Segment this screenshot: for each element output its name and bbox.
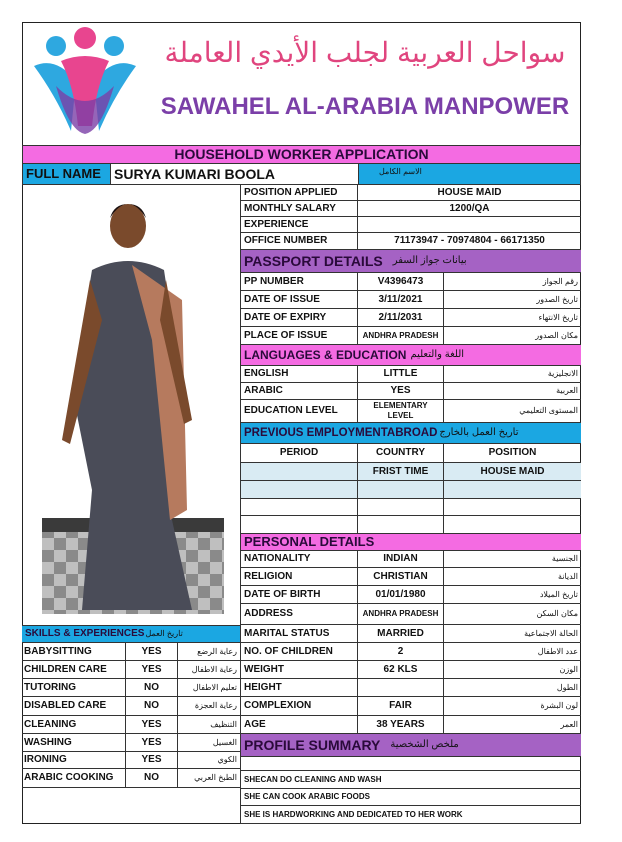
row-label: ENGLISH (241, 366, 358, 382)
skill-row (22, 697, 240, 716)
section-title: SKILLS & EXPERIENCES (25, 628, 145, 639)
skill-row (22, 769, 240, 788)
row-label: POSITION APPLIED (241, 185, 358, 200)
cell (241, 463, 358, 480)
cell (241, 516, 358, 533)
row-label: DISABLED CARE (22, 697, 126, 715)
profile-header (240, 734, 581, 757)
row-value (358, 217, 581, 232)
row-label: MARITAL STATUS (241, 625, 358, 642)
row-arabic: مكان الصدور (535, 330, 578, 340)
row-arabic: الكوي (217, 755, 237, 764)
column-header: POSITION (488, 447, 537, 458)
row-label: RELIGION (241, 568, 358, 585)
personal-row (240, 568, 581, 586)
personal-row (240, 661, 581, 679)
row-value: ANDHRA PRADESH (358, 604, 444, 624)
row-label: ADDRESS (241, 604, 358, 624)
row-value: ANDHRA PRADESH (358, 327, 444, 344)
row-label: ARABIC COOKING (22, 769, 126, 787)
profile-line (240, 789, 581, 806)
skill-row (22, 716, 240, 734)
job-row (240, 185, 581, 201)
language-row (240, 400, 581, 423)
cell (444, 516, 581, 533)
row-value: HOUSE MAID (437, 186, 502, 198)
passport-row (240, 291, 581, 309)
section-title-arabic: تاريخ العمل (145, 629, 183, 638)
row-label: NATIONALITY (241, 551, 358, 567)
passport-row (240, 309, 581, 327)
row-value: 71173947 - 70974804 - 66171350 (394, 235, 545, 246)
personal-row (240, 604, 581, 625)
skill-row (22, 752, 240, 769)
personal-row (240, 586, 581, 604)
section-title-arabic: بيانات جواز السفر (392, 255, 467, 266)
row-value: 2/11/2031 (358, 309, 444, 326)
section-title: PASSPORT DETAILS (244, 253, 383, 269)
row-value: 3/11/2021 (358, 291, 444, 308)
row-label: DATE OF EXPIRY (241, 309, 358, 326)
personal-header (240, 534, 581, 551)
full-name-label: FULL NAME (23, 164, 111, 184)
row-label: PP NUMBER (241, 273, 358, 290)
employment-row (240, 499, 581, 516)
job-row (240, 217, 581, 233)
section-title-arabic: تاريخ العمل بالخارج (439, 427, 519, 438)
row-label: WASHING (22, 734, 126, 751)
profile-line (240, 771, 581, 789)
section-title: PERSONAL DETAILS (244, 534, 375, 549)
profile-line (240, 757, 581, 771)
row-arabic: الوزن (559, 664, 578, 674)
full-name-value: SURYA KUMARI BOOLA (111, 164, 359, 184)
row-label: COMPLEXION (241, 697, 358, 715)
full-name-arabic: الاسم الكامل (359, 164, 580, 184)
job-row (240, 201, 581, 217)
page-title: HOUSEHOLD WORKER APPLICATION (22, 145, 581, 164)
section-title: LANGUAGES & EDUCATION (244, 348, 407, 362)
cell (241, 499, 358, 515)
row-value: YES (358, 383, 444, 399)
row-label: DATE OF BIRTH (241, 586, 358, 603)
row-arabic: مكان السكن (536, 609, 578, 618)
row-label: TUTORING (22, 679, 126, 696)
row-label: ARABIC (241, 383, 358, 399)
row-value: INDIAN (358, 551, 444, 567)
cell (358, 481, 444, 498)
row-label: OFFICE NUMBER (241, 233, 358, 249)
cell (444, 481, 581, 498)
row-label: IRONING (22, 752, 126, 768)
row-value: 2 (358, 643, 444, 660)
passport-header (240, 250, 581, 273)
row-label: WEIGHT (241, 661, 358, 678)
employment-row (240, 516, 581, 534)
profile-text: SHECAN DO CLEANING AND WASH (244, 774, 382, 784)
skill-row (22, 734, 240, 752)
language-row (240, 366, 581, 383)
row-arabic: تعليم الاطفال (192, 682, 237, 692)
row-arabic: الديانة (557, 571, 578, 581)
row-value: ELEMENTARY LEVEL (358, 400, 444, 422)
row-value: YES (126, 734, 178, 751)
cell (241, 481, 358, 498)
row-value: YES (126, 661, 178, 678)
row-arabic: لون البشرة (540, 701, 578, 710)
row-label: HEIGHT (241, 679, 358, 696)
row-label: MONTHLY SALARY (241, 201, 358, 216)
passport-row (240, 327, 581, 345)
worker-photo (42, 190, 224, 614)
row-value: YES (126, 643, 178, 660)
row-arabic: الطبخ العربي (194, 773, 237, 782)
row-value: YES (126, 716, 178, 733)
row-value: NO (126, 679, 178, 696)
row-arabic: تاريخ الميلاد (539, 589, 578, 599)
skill-row (22, 643, 240, 661)
row-label: PLACE OF ISSUE (241, 327, 358, 344)
personal-row (240, 679, 581, 697)
row-value: MARRIED (358, 625, 444, 642)
cell: FRIST TIME (358, 463, 444, 480)
row-arabic: تاريخ الصدور (536, 294, 578, 304)
row-arabic: الحالة الاجتماعية (524, 628, 578, 638)
profile-line (240, 806, 581, 824)
personal-row (240, 716, 581, 734)
row-value: NO (126, 769, 178, 787)
skills-header (22, 625, 240, 643)
row-value: 62 KLS (358, 661, 444, 678)
column-header: PERIOD (241, 444, 358, 462)
personal-row (240, 625, 581, 643)
section-title-arabic: اللغة والتعليم (410, 349, 465, 360)
row-arabic: رقم الجواز (542, 276, 578, 286)
row-arabic: رعاية الرضع (197, 646, 237, 656)
row-value: LITTLE (358, 366, 444, 382)
row-arabic: رعاية العجزة (194, 701, 237, 710)
full-name-row (22, 164, 581, 185)
row-label: EDUCATION LEVEL (241, 400, 358, 422)
row-arabic: المستوى التعليمي (519, 406, 578, 415)
passport-row (240, 273, 581, 291)
skill-row (22, 679, 240, 697)
personal-row (240, 551, 581, 568)
profile-text (241, 757, 581, 770)
cell (358, 499, 444, 515)
row-value: 38 YEARS (358, 716, 444, 733)
employment-header (240, 423, 581, 444)
row-label: NO. OF CHILDREN (241, 643, 358, 660)
cell: HOUSE MAID (480, 465, 545, 477)
section-title: PROFILE SUMMARY (244, 737, 381, 753)
row-label: BABYSITTING (22, 643, 126, 660)
row-arabic: العربية (556, 386, 578, 395)
row-value: YES (126, 752, 178, 768)
row-label: CHILDREN CARE (22, 661, 126, 678)
row-label: AGE (241, 716, 358, 733)
row-value: V4396473 (358, 273, 444, 290)
personal-row (240, 643, 581, 661)
logo-icon (26, 26, 144, 138)
column-header: COUNTRY (358, 444, 444, 462)
row-label: DATE OF ISSUE (241, 291, 358, 308)
row-arabic: العمر (560, 719, 578, 729)
employment-columns (240, 444, 581, 463)
row-value: CHRISTIAN (358, 568, 444, 585)
employment-row (240, 481, 581, 499)
row-arabic: الجنسية (551, 554, 578, 563)
language-row (240, 383, 581, 400)
row-arabic: التنظيف (210, 719, 237, 729)
row-label: EXPERIENCE (241, 217, 358, 232)
skill-row (22, 661, 240, 679)
row-arabic: الانجليزية (547, 369, 578, 378)
profile-text: SHE IS HARDWORKING AND DEDICATED TO HER WORK (244, 809, 463, 819)
row-value: NO (126, 697, 178, 715)
cell (358, 516, 444, 533)
row-value: 01/01/1980 (358, 586, 444, 603)
logo-english: SAWAHEL AL-ARABIA MANPOWER (160, 93, 570, 120)
profile-text: SHE CAN COOK ARABIC FOODS (244, 792, 370, 801)
job-row (240, 233, 581, 250)
row-value: 1200/QA (449, 202, 490, 214)
employment-row (240, 463, 581, 481)
cell (444, 499, 581, 515)
row-arabic: تاريخ الانتهاء (538, 312, 578, 322)
row-label: CLEANING (22, 716, 126, 733)
section-title: PREVIOUS EMPLOYMENTABROAD (244, 427, 438, 439)
row-arabic: الغسيل (212, 737, 237, 747)
row-value: FAIR (358, 697, 444, 715)
row-value (358, 679, 444, 696)
personal-row (240, 697, 581, 716)
logo-arabic: سواحل العربية لجلب الأيدي العاملة (164, 37, 566, 68)
row-arabic: رعاية الاطفال (191, 664, 237, 674)
row-arabic: عدد الاطفال (537, 646, 578, 656)
section-title-arabic: ملخص الشخصية (390, 739, 459, 750)
row-arabic: الطول (556, 682, 578, 692)
languages-header (240, 345, 581, 366)
